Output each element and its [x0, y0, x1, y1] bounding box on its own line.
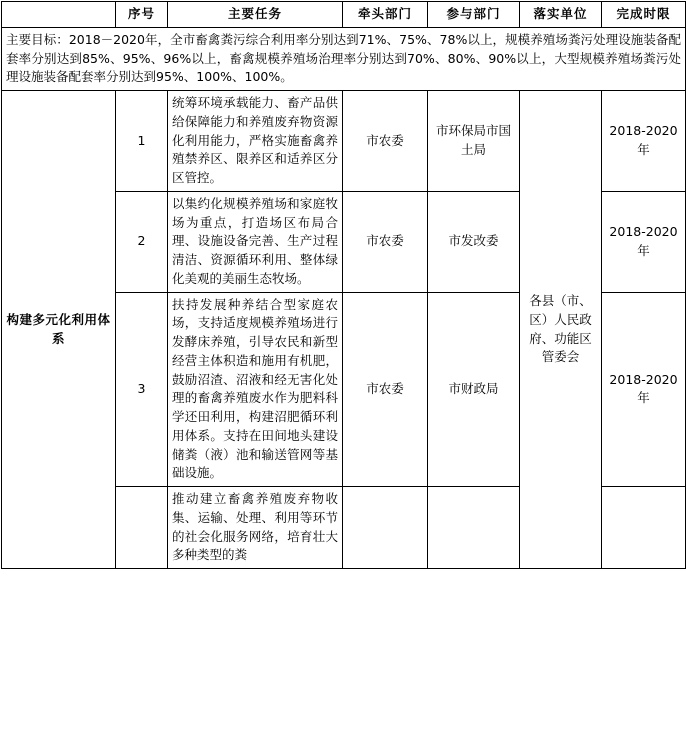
- row-join-dept: [428, 487, 520, 569]
- header-cell-num: 序号: [116, 2, 168, 28]
- row-task: 扶持发展种养结合型家庭农场，支持适度规模养殖场进行发酵床养殖，引导农民和新型经营主体积造和施用有机肥，鼓励沼渣、沼液和经无害化处理的畜禽养殖废水作为肥料科学还田利用，构建沼肥循环利用体系。支持在田间地头建设储粪（液）池和输送管网等基础设施。: [168, 292, 343, 487]
- row-task: 统筹环境承载能力、畜产品供给保障能力和养殖废弃物资源化利用能力，严格实施畜禽养殖禁养区、限养区和适养区分区管控。: [168, 91, 343, 192]
- row-join-dept: 市发改委: [428, 191, 520, 292]
- header-cell-task: 主要任务: [168, 2, 343, 28]
- header-cell-join: 参与部门: [428, 2, 520, 28]
- row-number: 3: [116, 292, 168, 487]
- header-cell-category: [2, 2, 116, 28]
- table-row: [2, 91, 686, 192]
- main-goal-text: 主要目标：2018－2020年，全市畜禽粪污综合利用率分别达到71%、75%、78%以上，规模养殖场粪污处理设施装备配套率分别达到85%、95%、96%以上，畜禽规模养殖场治理率分别达到70%、80%、90%以上，大型规模养殖场粪污处理设施装备配套率分别达到95%、100%、100%。: [2, 27, 686, 90]
- row-number: 1: [116, 91, 168, 192]
- row-number: 2: [116, 191, 168, 292]
- category-label: 构建多元化利用体系: [2, 91, 116, 569]
- main-table: [1, 1, 686, 569]
- row-join-dept: 市环保局市国土局: [428, 91, 520, 192]
- row-lead-dept: 市农委: [343, 191, 428, 292]
- row-unit: 各县（市、区）人民政府、功能区管委会: [520, 91, 602, 569]
- header-cell-unit: 落实单位: [520, 2, 602, 28]
- row-lead-dept: 市农委: [343, 292, 428, 487]
- table-header-row: [2, 2, 686, 28]
- goal-row: [2, 27, 686, 90]
- document-page: [0, 1, 686, 747]
- row-task: 以集约化规模养殖场和家庭牧场为重点，打造场区布局合理、设施设备完善、生产过程清洁、资源循环利用、整体绿化美观的美丽生态牧场。: [168, 191, 343, 292]
- row-lead-dept: [343, 487, 428, 569]
- row-deadline: 2018-2020年: [602, 91, 686, 192]
- header-cell-deadline: 完成时限: [602, 2, 686, 28]
- header-cell-lead: 牵头部门: [343, 2, 428, 28]
- row-deadline: 2018-2020年: [602, 191, 686, 292]
- row-deadline: 2018-2020年: [602, 292, 686, 487]
- row-task: 推动建立畜禽养殖废弃物收集、运输、处理、利用等环节的社会化服务网络，培育壮大多种类型的粪: [168, 487, 343, 569]
- row-number: [116, 487, 168, 569]
- row-join-dept: 市财政局: [428, 292, 520, 487]
- row-lead-dept: 市农委: [343, 91, 428, 192]
- row-deadline: [602, 487, 686, 569]
